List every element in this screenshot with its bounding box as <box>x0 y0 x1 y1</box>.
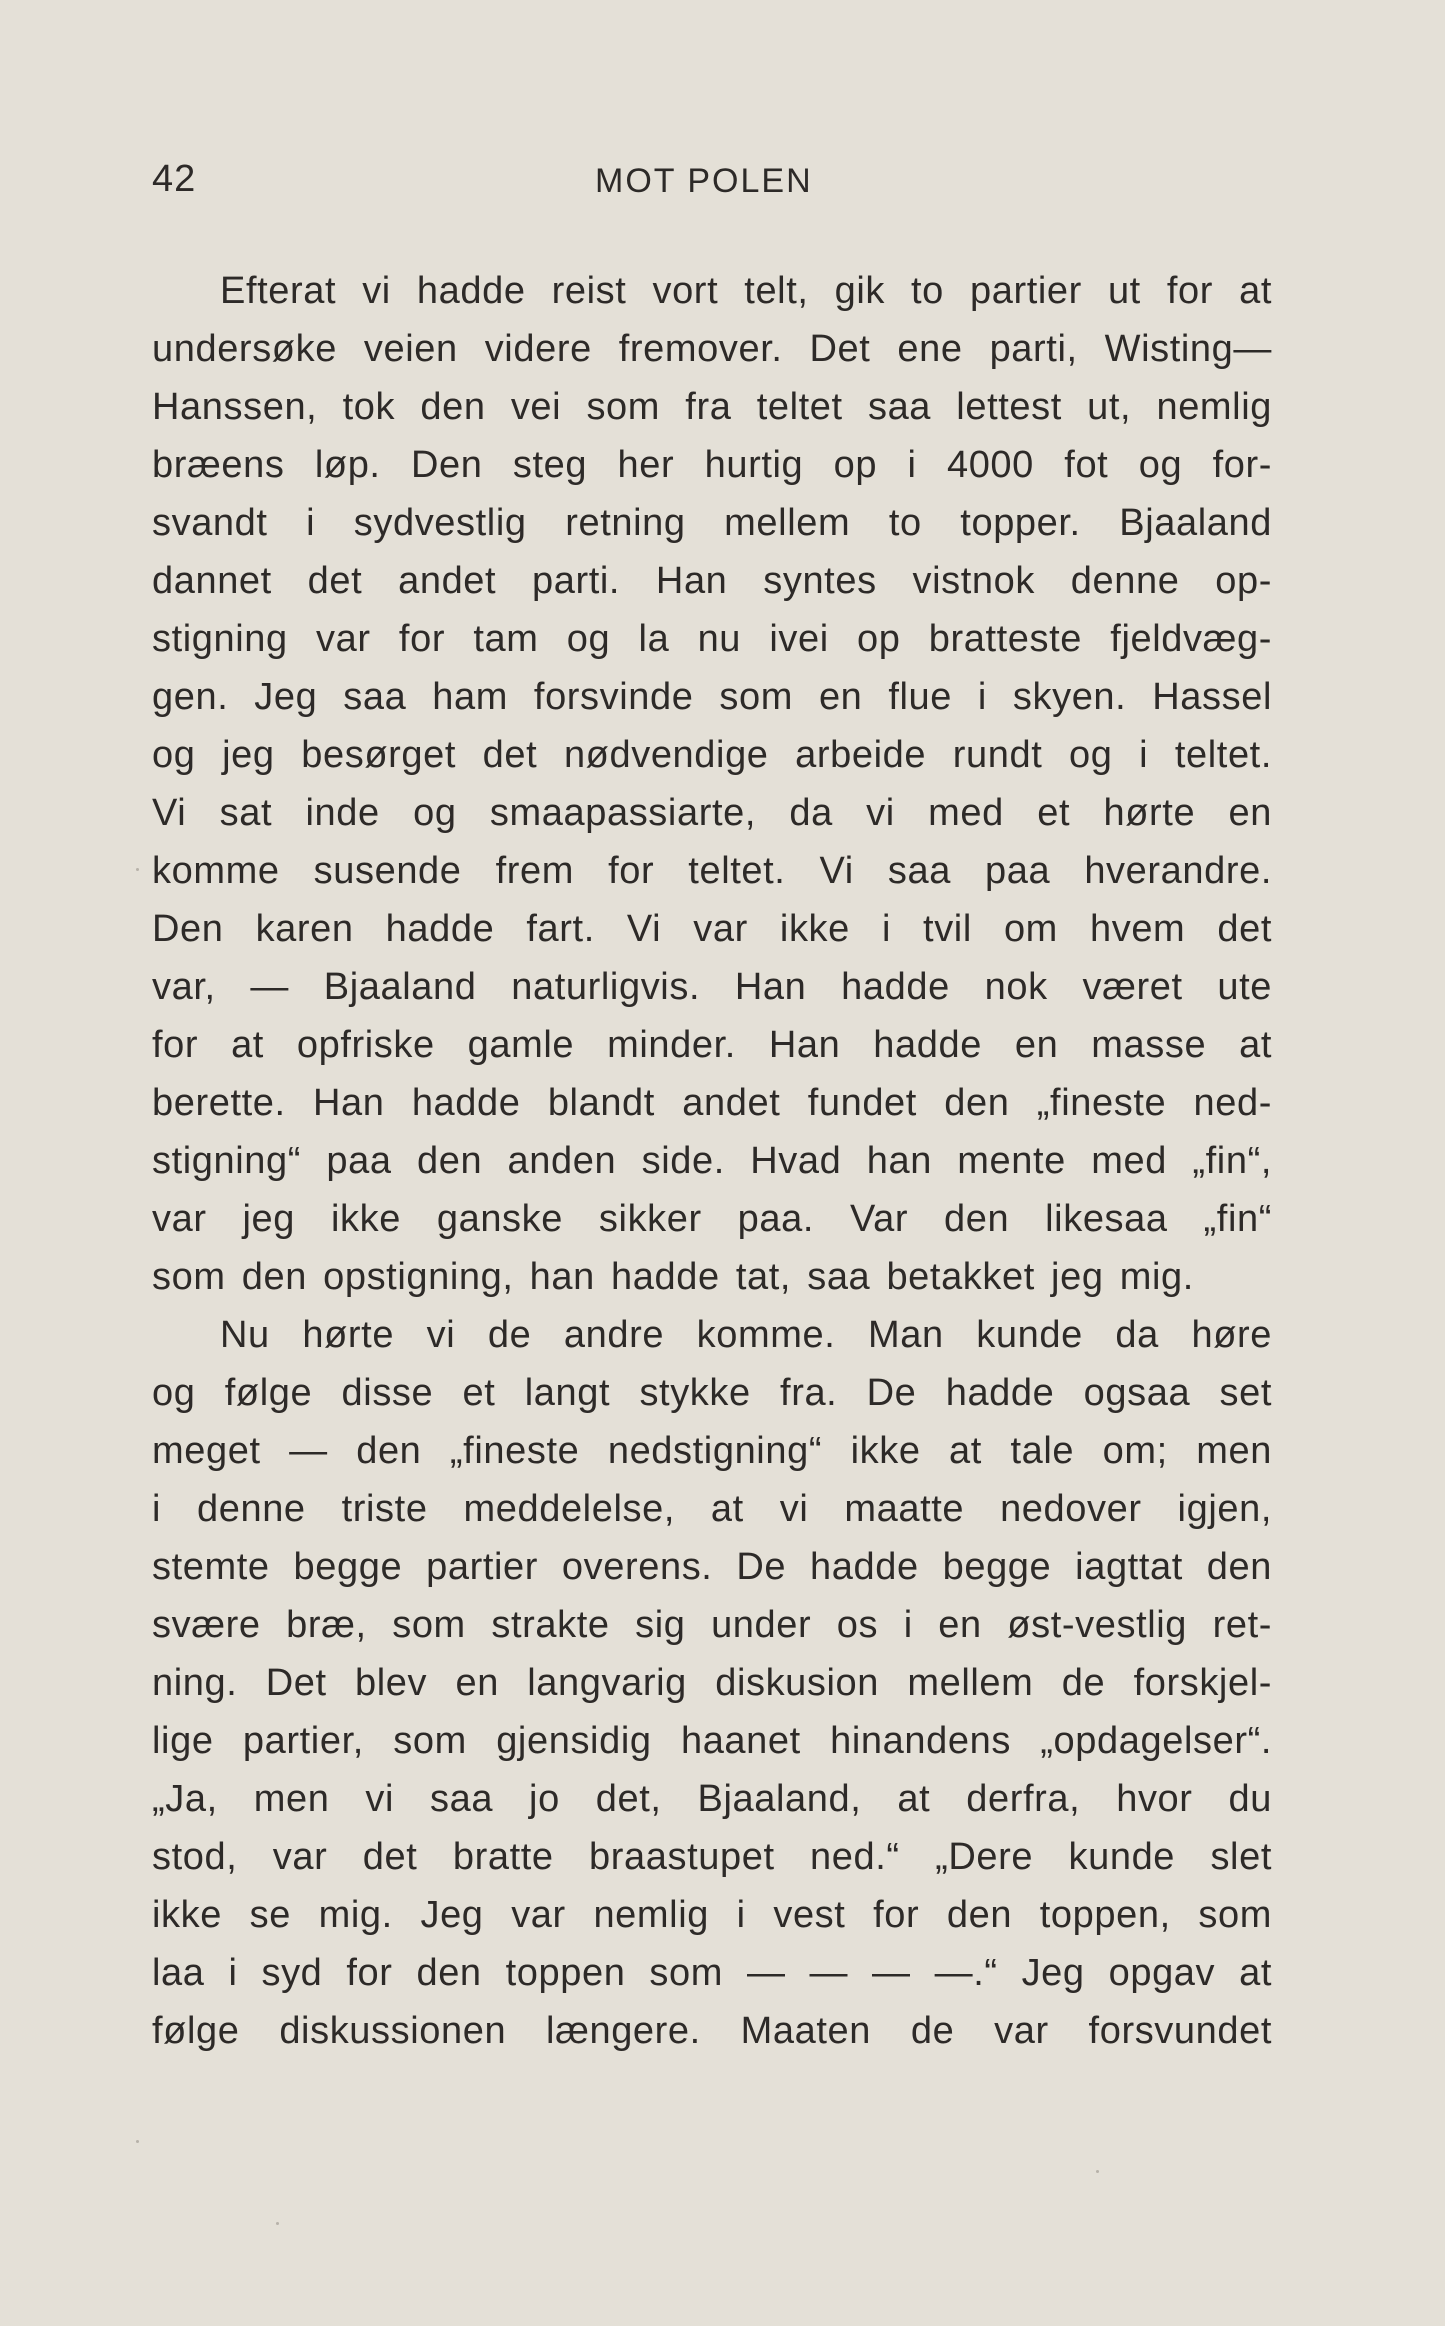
paper-speck <box>136 868 139 871</box>
text-line: svandt i sydvestlig retning mellem to topper. Bjaaland <box>152 502 1272 544</box>
text-line: stod, var det bratte braastupet ned.“ „Dere kunde slet <box>152 1836 1272 1878</box>
page-number: 42 <box>152 158 197 200</box>
text-line: komme susende frem for teltet. Vi saa paa hverandre. <box>152 850 1272 892</box>
running-head: MOT POLEN <box>595 162 813 200</box>
text-line: stigning var for tam og la nu ivei op bratteste fjeldvæg- <box>152 618 1272 660</box>
body-text <box>152 262 1272 2060</box>
text-line: berette. Han hadde blandt andet fundet den „fineste ned- <box>152 1082 1272 1124</box>
text-line: Efterat vi hadde reist vort telt, gik to partier ut for at <box>220 270 1272 312</box>
text-line: Vi sat inde og smaapassiarte, da vi med et hørte en <box>152 792 1272 834</box>
text-line: var jeg ikke ganske sikker paa. Var den likesaa „fin“ <box>152 1198 1272 1240</box>
text-line: svære bræ, som strakte sig under os i en øst-vestlig ret- <box>152 1604 1272 1646</box>
paper-speck <box>136 2140 139 2143</box>
text-line: følge diskussionen længere. Maaten de var forsvundet <box>152 2010 1272 2052</box>
text-line: og følge disse et langt stykke fra. De hadde ogsaa set <box>152 1372 1272 1414</box>
text-line: ning. Det blev en langvarig diskusion mellem de forskjel- <box>152 1662 1272 1704</box>
text-line: Nu hørte vi de andre komme. Man kunde da høre <box>220 1314 1272 1356</box>
text-line: Hanssen, tok den vei som fra teltet saa lettest ut, nemlig <box>152 386 1272 428</box>
text-line: stemte begge partier overens. De hadde begge iagttat den <box>152 1546 1272 1588</box>
page-header <box>152 158 1272 208</box>
text-line: som den opstigning, han hadde tat, saa betakket jeg mig. <box>152 1256 1194 1298</box>
text-line: gen. Jeg saa ham forsvinde som en flue i skyen. Hassel <box>152 676 1272 718</box>
text-line: undersøke veien videre fremover. Det ene parti, Wisting— <box>152 328 1272 370</box>
paper-speck <box>276 2222 279 2225</box>
text-line: stigning“ paa den anden side. Hvad han mente med „fin“, <box>152 1140 1272 1182</box>
text-line: „Ja, men vi saa jo det, Bjaaland, at derfra, hvor du <box>152 1778 1272 1820</box>
text-line: laa i syd for den toppen som — — — —.“ Jeg opgav at <box>152 1952 1272 1994</box>
text-line: meget — den „fineste nedstigning“ ikke at tale om; men <box>152 1430 1272 1472</box>
text-line: var, — Bjaaland naturligvis. Han hadde nok været ute <box>152 966 1272 1008</box>
text-line: for at opfriske gamle minder. Han hadde en masse at <box>152 1024 1272 1066</box>
text-line: i denne triste meddelelse, at vi maatte nedover igjen, <box>152 1488 1272 1530</box>
text-line: bræens løp. Den steg her hurtig op i 4000 fot og for- <box>152 444 1272 486</box>
text-line: og jeg besørget det nødvendige arbeide rundt og i teltet. <box>152 734 1272 776</box>
text-line: ikke se mig. Jeg var nemlig i vest for den toppen, som <box>152 1894 1272 1936</box>
paper-speck <box>1096 2170 1099 2173</box>
text-line: Den karen hadde fart. Vi var ikke i tvil om hvem det <box>152 908 1272 950</box>
text-line: lige partier, som gjensidig haanet hinandens „opdagelser“. <box>152 1720 1272 1762</box>
text-line: dannet det andet parti. Han syntes vistnok denne op- <box>152 560 1272 602</box>
